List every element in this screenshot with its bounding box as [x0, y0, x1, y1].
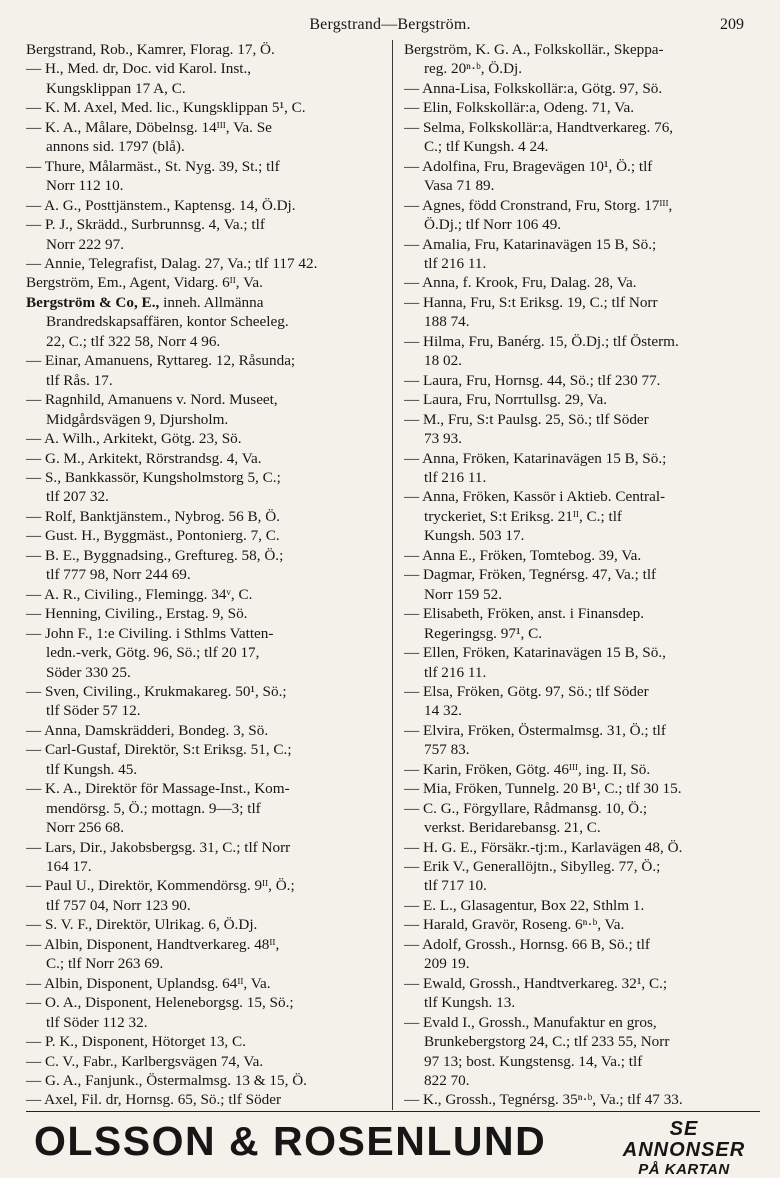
entry-line: — A. Wilh., Arkitekt, Götg. 23, Sö.: [26, 429, 378, 448]
entry-bold-name: Bergström & Co, E.,: [26, 294, 159, 311]
entry-continuation-line: Brandredskapsaffären, kontor Scheeleg.: [26, 312, 378, 331]
entry-continuation-line: tlf 207 32.: [26, 487, 378, 506]
entry-continuation-line: 14 32.: [404, 701, 756, 720]
entry-line: — Laura, Fru, Hornsg. 44, Sö.; tlf 230 77.: [404, 371, 756, 390]
entry-continuation-line: tlf Kungsh. 45.: [26, 760, 378, 779]
entry-line: — M., Fru, S:t Paulsg. 25, Sö.; tlf Söder: [404, 410, 756, 429]
entry-line: — Elvira, Fröken, Östermalmsg. 31, Ö.; tlf: [404, 721, 756, 740]
entry-continuation-line: Brunkebergstorg 24, C.; tlf 233 55, Norr: [404, 1032, 756, 1051]
entry-continuation-line: tlf 777 98, Norr 244 69.: [26, 565, 378, 584]
entry-line: Bergström, Em., Agent, Vidarg. 6ᴵᴵ, Va.: [26, 273, 378, 292]
entry-line: — Karin, Fröken, Götg. 46ᴵᴵᴵ, ing. II, Sö.: [404, 760, 756, 779]
entry-continuation-line: 73 93.: [404, 429, 756, 448]
entry-continuation-line: 97 13; bost. Kungstensg. 14, Va.; tlf: [404, 1052, 756, 1071]
entry-continuation-line: 188 74.: [404, 312, 756, 331]
page-header: [0, 10, 780, 36]
entry-line: — Hanna, Fru, S:t Eriksg. 19, C.; tlf Norr: [404, 293, 756, 312]
entry-line: — K. A., Direktör för Massage-Inst., Kom-: [26, 779, 378, 798]
entry-continuation-line: 18 02.: [404, 351, 756, 370]
entry-line: — Amalia, Fru, Katarinavägen 15 B, Sö.;: [404, 235, 756, 254]
entry-line: — O. A., Disponent, Heleneborgsg. 15, Sö.;: [26, 993, 378, 1012]
entry-continuation-line: Ö.Dj.; tlf Norr 106 49.: [404, 215, 756, 234]
entry-line: — Anna, Fröken, Kassör i Aktieb. Central-: [404, 487, 756, 506]
entry-line: — Erik V., Generallöjtn., Sibylleg. 77, Ö.;: [404, 857, 756, 876]
entry-line: — S., Bankkassör, Kungsholmstorg 5, C.;: [26, 468, 378, 487]
entry-line: — K. A., Målare, Döbelnsg. 14ᴵᴵᴵ, Va. Se: [26, 118, 378, 137]
entry-continuation-line: Söder 330 25.: [26, 663, 378, 682]
entry-continuation-line: reg. 20ⁿ·ᵇ, Ö.Dj.: [404, 59, 756, 78]
entry-continuation-line: tlf 717 10.: [404, 876, 756, 895]
entry-continuation-line: Norr 222 97.: [26, 235, 378, 254]
entry-line: — Adolf, Grossh., Hornsg. 66 B, Sö.; tlf: [404, 935, 756, 954]
entry-line: — Elisabeth, Fröken, anst. i Finansdep.: [404, 604, 756, 623]
entry-line: — Henning, Civiling., Erstag. 9, Sö.: [26, 604, 378, 623]
entry-continuation-line: 209 19.: [404, 954, 756, 973]
entry-line: — Rolf, Banktjänstem., Nybrog. 56 B, Ö.: [26, 507, 378, 526]
entry-line: — Adolfina, Fru, Bragevägen 10¹, Ö.; tlf: [404, 157, 756, 176]
entry-continuation-line: Vasa 71 89.: [404, 176, 756, 195]
entry-continuation-line: C.; tlf Norr 263 69.: [26, 954, 378, 973]
entry-continuation-line: Norr 256 68.: [26, 818, 378, 837]
entry-continuation-line: 822 70.: [404, 1071, 756, 1090]
entry-line: — Annie, Telegrafist, Dalag. 27, Va.; tlf 117 42.: [26, 254, 378, 273]
entry-line: — A. R., Civiling., Flemingg. 34ᵛ, C.: [26, 585, 378, 604]
entry-continuation-line: annons sid. 1797 (blå).: [26, 137, 378, 156]
entry-continuation-line: 22, C.; tlf 322 58, Norr 4 96.: [26, 332, 378, 351]
entry-continuation-line: tlf 216 11.: [404, 663, 756, 682]
entry-line: — Mia, Fröken, Tunnelg. 20 B¹, C.; tlf 30 15.: [404, 779, 756, 798]
entry-line: — C. V., Fabr., Karlbergsvägen 74, Va.: [26, 1052, 378, 1071]
entry-line: — Elsa, Fröken, Götg. 97, Sö.; tlf Söder: [404, 682, 756, 701]
entry-line: — Gust. H., Byggmäst., Pontonierg. 7, C.: [26, 526, 378, 545]
entry-line: Bergström & Co, E., inneh. Allmänna: [26, 293, 378, 312]
entry-line: — Albin, Disponent, Handtverkareg. 48ᴵᴵ,: [26, 935, 378, 954]
entry-line: — P. K., Disponent, Hötorget 13, C.: [26, 1032, 378, 1051]
advertisement-banner: [26, 1115, 760, 1167]
entry-line: — Anna, f. Krook, Fru, Dalag. 28, Va.: [404, 273, 756, 292]
advertisement-note-line1: SE ANNONSER: [616, 1119, 752, 1161]
page-title: Bergstrand—Bergström.: [0, 16, 780, 34]
entry-line: — Ellen, Fröken, Katarinavägen 15 B, Sö.,: [404, 643, 756, 662]
entry-line: — G. M., Arkitekt, Rörstrandsg. 4, Va.: [26, 449, 378, 468]
entry-line: — K. M. Axel, Med. lic., Kungsklippan 5¹, C.: [26, 98, 378, 117]
entry-line: — Anna, Damskrädderi, Bondeg. 3, Sö.: [26, 721, 378, 740]
entry-continuation-line: tlf 216 11.: [404, 254, 756, 273]
entry-line: — C. G., Förgyllare, Rådmansg. 10, Ö.;: [404, 799, 756, 818]
entry-continuation-line: verkst. Beridarebansg. 21, C.: [404, 818, 756, 837]
advertiser-name: OLSSON & ROSENLUND: [34, 1117, 546, 1165]
right-column: [404, 40, 756, 1110]
entry-continuation-line: 757 83.: [404, 740, 756, 759]
entry-line: — Selma, Folkskollär:a, Handtverkareg. 76,: [404, 118, 756, 137]
entry-line: — Laura, Fru, Norrtullsg. 29, Va.: [404, 390, 756, 409]
entry-continuation-line: tlf 216 11.: [404, 468, 756, 487]
entry-line: — A. G., Posttjänstem., Kaptensg. 14, Ö.Dj.: [26, 196, 378, 215]
entry-line: — B. E., Byggnadsing., Greftureg. 58, Ö.;: [26, 546, 378, 565]
entry-line: — John F., 1:e Civiling. i Sthlms Vatten-: [26, 624, 378, 643]
entry-line: — Hilma, Fru, Banérg. 15, Ö.Dj.; tlf Österm.: [404, 332, 756, 351]
entry-continuation-line: Norr 159 52.: [404, 585, 756, 604]
entry-line: — Albin, Disponent, Uplandsg. 64ᴵᴵ, Va.: [26, 974, 378, 993]
entry-continuation-line: C.; tlf Kungsh. 4 24.: [404, 137, 756, 156]
entry-line: — Elin, Folkskollär:a, Odeng. 71, Va.: [404, 98, 756, 117]
entry-line: — Carl-Gustaf, Direktör, S:t Eriksg. 51, C.;: [26, 740, 378, 759]
entry-line: — Anna, Fröken, Katarinavägen 15 B, Sö.;: [404, 449, 756, 468]
directory-columns: [26, 40, 760, 1110]
entry-continuation-line: tlf Kungsh. 13.: [404, 993, 756, 1012]
left-column: [26, 40, 378, 1110]
entry-line: — S. V. F., Direktör, Ulrikag. 6, Ö.Dj.: [26, 915, 378, 934]
entry-line: — Agnes, född Cronstrand, Fru, Storg. 17ᴵᴵᴵ,: [404, 196, 756, 215]
footer-rule: [26, 1111, 760, 1112]
entry-line: — Sven, Civiling., Krukmakareg. 50¹, Sö.;: [26, 682, 378, 701]
entry-continuation-line: tlf Söder 57 12.: [26, 701, 378, 720]
entry-continuation-line: tlf 757 04, Norr 123 90.: [26, 896, 378, 915]
entry-line: — Dagmar, Fröken, Tegnérsg. 47, Va.; tlf: [404, 565, 756, 584]
entry-continuation-line: Regeringsg. 97¹, C.: [404, 624, 756, 643]
entry-continuation-line: Kungsklippan 17 A, C.: [26, 79, 378, 98]
entry-continuation-line: 164 17.: [26, 857, 378, 876]
entry-line: — P. J., Skrädd., Surbrunnsg. 4, Va.; tlf: [26, 215, 378, 234]
entry-line: — Anna-Lisa, Folkskollär:a, Götg. 97, Sö.: [404, 79, 756, 98]
entry-continuation-line: tryckeriet, S:t Eriksg. 21ᴵᴵ, C.; tlf: [404, 507, 756, 526]
entry-line: — Ragnhild, Amanuens v. Nord. Museet,: [26, 390, 378, 409]
column-divider: [392, 40, 393, 1110]
entry-line: — G. A., Fanjunk., Östermalmsg. 13 & 15, Ö.: [26, 1071, 378, 1090]
entry-line: — K., Grossh., Tegnérsg. 35ⁿ·ᵇ, Va.; tlf 47 33.: [404, 1090, 756, 1109]
entry-line: — Paul U., Direktör, Kommendörsg. 9ᴵᴵ, Ö.;: [26, 876, 378, 895]
page-number: 209: [720, 16, 744, 34]
entry-continuation-line: tlf Rås. 17.: [26, 371, 378, 390]
entry-line: — Thure, Målarmäst., St. Nyg. 39, St.; tlf: [26, 157, 378, 176]
entry-line: — H. G. E., Försäkr.-tj:m., Karlavägen 48, Ö.: [404, 838, 756, 857]
entry-line: — Ewald, Grossh., Handtverkareg. 32¹, C.;: [404, 974, 756, 993]
entry-line: — Anna E., Fröken, Tomtebog. 39, Va.: [404, 546, 756, 565]
entry-line: — Einar, Amanuens, Ryttareg. 12, Råsunda;: [26, 351, 378, 370]
advertisement-note: [616, 1119, 752, 1178]
entry-continuation-line: Midgårdsvägen 9, Djursholm.: [26, 410, 378, 429]
entry-line: — H., Med. dr, Doc. vid Karol. Inst.,: [26, 59, 378, 78]
entry-continuation-line: tlf Söder 112 32.: [26, 1013, 378, 1032]
entry-line: Bergström, K. G. A., Folkskollär., Skeppa-: [404, 40, 756, 59]
entry-continuation-line: Kungsh. 503 17.: [404, 526, 756, 545]
entry-continuation-line: Norr 112 10.: [26, 176, 378, 195]
entry-line: Bergstrand, Rob., Kamrer, Florag. 17, Ö.: [26, 40, 378, 59]
entry-line: — E. L., Glasagentur, Box 22, Sthlm 1.: [404, 896, 756, 915]
entry-line: — Harald, Gravör, Roseng. 6ⁿ·ᵇ, Va.: [404, 915, 756, 934]
advertisement-note-line2: PÅ KARTAN: [616, 1161, 752, 1178]
entry-line: — Axel, Fil. dr, Hornsg. 65, Sö.; tlf Söder: [26, 1090, 378, 1109]
entry-line: — Evald I., Grossh., Manufaktur en gros,: [404, 1013, 756, 1032]
entry-continuation-line: mendörsg. 5, Ö.; mottagn. 9—3; tlf: [26, 799, 378, 818]
entry-line: — Lars, Dir., Jakobsbergsg. 31, C.; tlf Norr: [26, 838, 378, 857]
entry-continuation-line: ledn.-verk, Götg. 96, Sö.; tlf 20 17,: [26, 643, 378, 662]
